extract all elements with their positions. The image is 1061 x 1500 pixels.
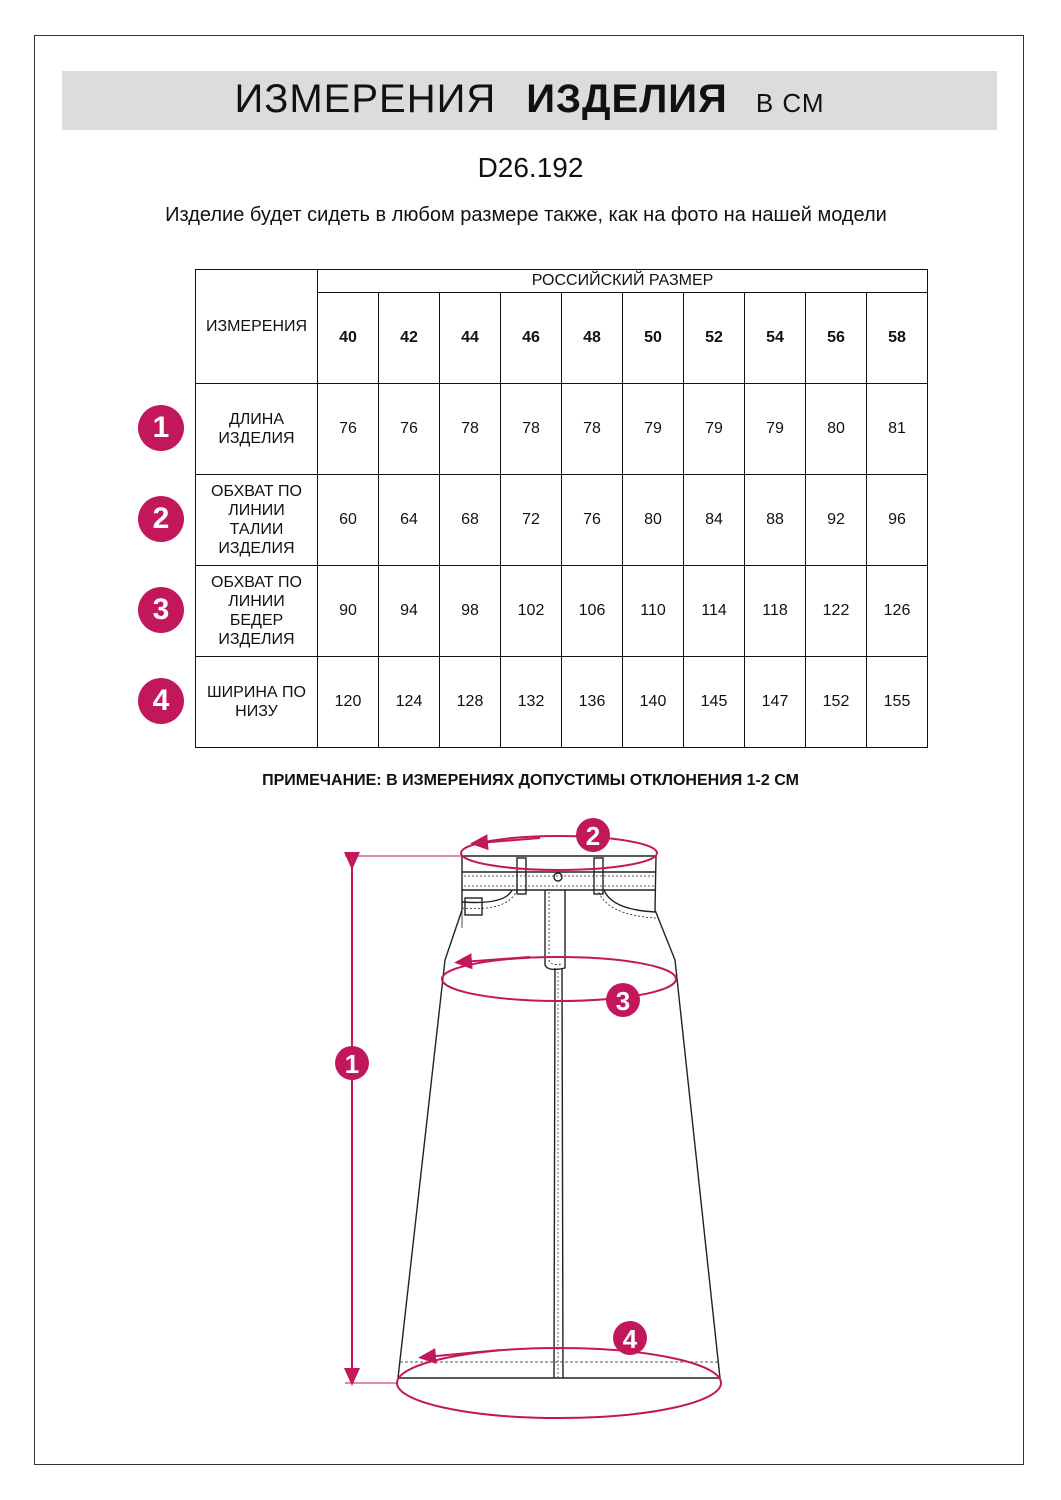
row-label-text: ОБХВАТ ПО ЛИНИИ ТАЛИИ ИЗДЕЛИЯ	[211, 483, 302, 557]
tolerance-remark: ПРИМЕЧАНИЕ: В ИЗМЕРЕНИЯХ ДОПУСТИМЫ ОТКЛОНЕНИЯ 1-2 СМ	[262, 772, 799, 789]
row-badge-1: 1	[138, 405, 184, 451]
size-54: 54	[745, 293, 806, 384]
title-unit: В СМ	[755, 88, 825, 118]
cell: 72	[501, 475, 562, 566]
title-part-1: ИЗМЕРЕНИЯ	[234, 77, 497, 121]
cell: 68	[440, 475, 501, 566]
cell: 114	[684, 566, 745, 657]
cell: 94	[379, 566, 440, 657]
cell: 126	[867, 566, 928, 657]
cell: 84	[684, 475, 745, 566]
fit-note: Изделие будет сидеть в любом размере также, как на фото на нашей модели	[165, 204, 887, 226]
cell: 118	[745, 566, 806, 657]
row-badge-3: 3	[138, 587, 184, 633]
cell: 78	[501, 384, 562, 475]
size-48: 48	[562, 293, 623, 384]
cell: 79	[684, 384, 745, 475]
cell: 102	[501, 566, 562, 657]
cell: 124	[379, 657, 440, 748]
skirt-outline	[398, 856, 720, 1378]
cell: 76	[379, 384, 440, 475]
cell: 79	[623, 384, 684, 475]
size-50: 50	[623, 293, 684, 384]
cell: 140	[623, 657, 684, 748]
row-label-text: ОБХВАТ ПО ЛИНИИ БЕДЕР ИЗДЕЛИЯ	[211, 574, 302, 648]
cell: 110	[623, 566, 684, 657]
title-part-2: ИЗДЕЛИЯ	[526, 77, 728, 121]
cell: 92	[806, 475, 867, 566]
cell: 81	[867, 384, 928, 475]
row-label-text: ШИРИНА ПО НИЗУ	[207, 684, 306, 720]
cell: 64	[379, 475, 440, 566]
cell: 155	[867, 657, 928, 748]
cell: 80	[623, 475, 684, 566]
size-56: 56	[806, 293, 867, 384]
cell: 147	[745, 657, 806, 748]
cell: 98	[440, 566, 501, 657]
size-58: 58	[867, 293, 928, 384]
measure-header: ИЗМЕРЕНИЯ	[196, 270, 318, 384]
cell: 78	[440, 384, 501, 475]
cell: 122	[806, 566, 867, 657]
row-badge-4: 4	[138, 678, 184, 724]
diagram-marker-3	[606, 983, 640, 1017]
row-badge-2: 2	[138, 496, 184, 542]
cell: 152	[806, 657, 867, 748]
row-label-text: ДЛИНА ИЗДЕЛИЯ	[218, 411, 295, 447]
size-52: 52	[684, 293, 745, 384]
size-42: 42	[379, 293, 440, 384]
cell: 136	[562, 657, 623, 748]
cell: 79	[745, 384, 806, 475]
size-46: 46	[501, 293, 562, 384]
cell: 90	[318, 566, 379, 657]
svg-text:4: 4	[622, 1324, 638, 1354]
cell: 120	[318, 657, 379, 748]
diagram-marker-4	[613, 1321, 647, 1355]
diagram-marker-1	[335, 1046, 369, 1080]
diagram-marker-2	[576, 818, 610, 852]
svg-text:2: 2	[585, 821, 601, 851]
article-number: D26.192	[477, 152, 584, 183]
svg-text:1: 1	[344, 1049, 360, 1079]
size-44: 44	[440, 293, 501, 384]
cell: 145	[684, 657, 745, 748]
cell: 60	[318, 475, 379, 566]
cell: 128	[440, 657, 501, 748]
size-40: 40	[318, 293, 379, 384]
cell: 88	[745, 475, 806, 566]
cell: 76	[562, 475, 623, 566]
svg-text:3: 3	[615, 986, 631, 1016]
cell: 78	[562, 384, 623, 475]
cell: 132	[501, 657, 562, 748]
cell: 96	[867, 475, 928, 566]
cell: 76	[318, 384, 379, 475]
size-system-header: РОССИЙСКИЙ РАЗМЕР	[318, 270, 928, 293]
cell: 106	[562, 566, 623, 657]
cell: 80	[806, 384, 867, 475]
